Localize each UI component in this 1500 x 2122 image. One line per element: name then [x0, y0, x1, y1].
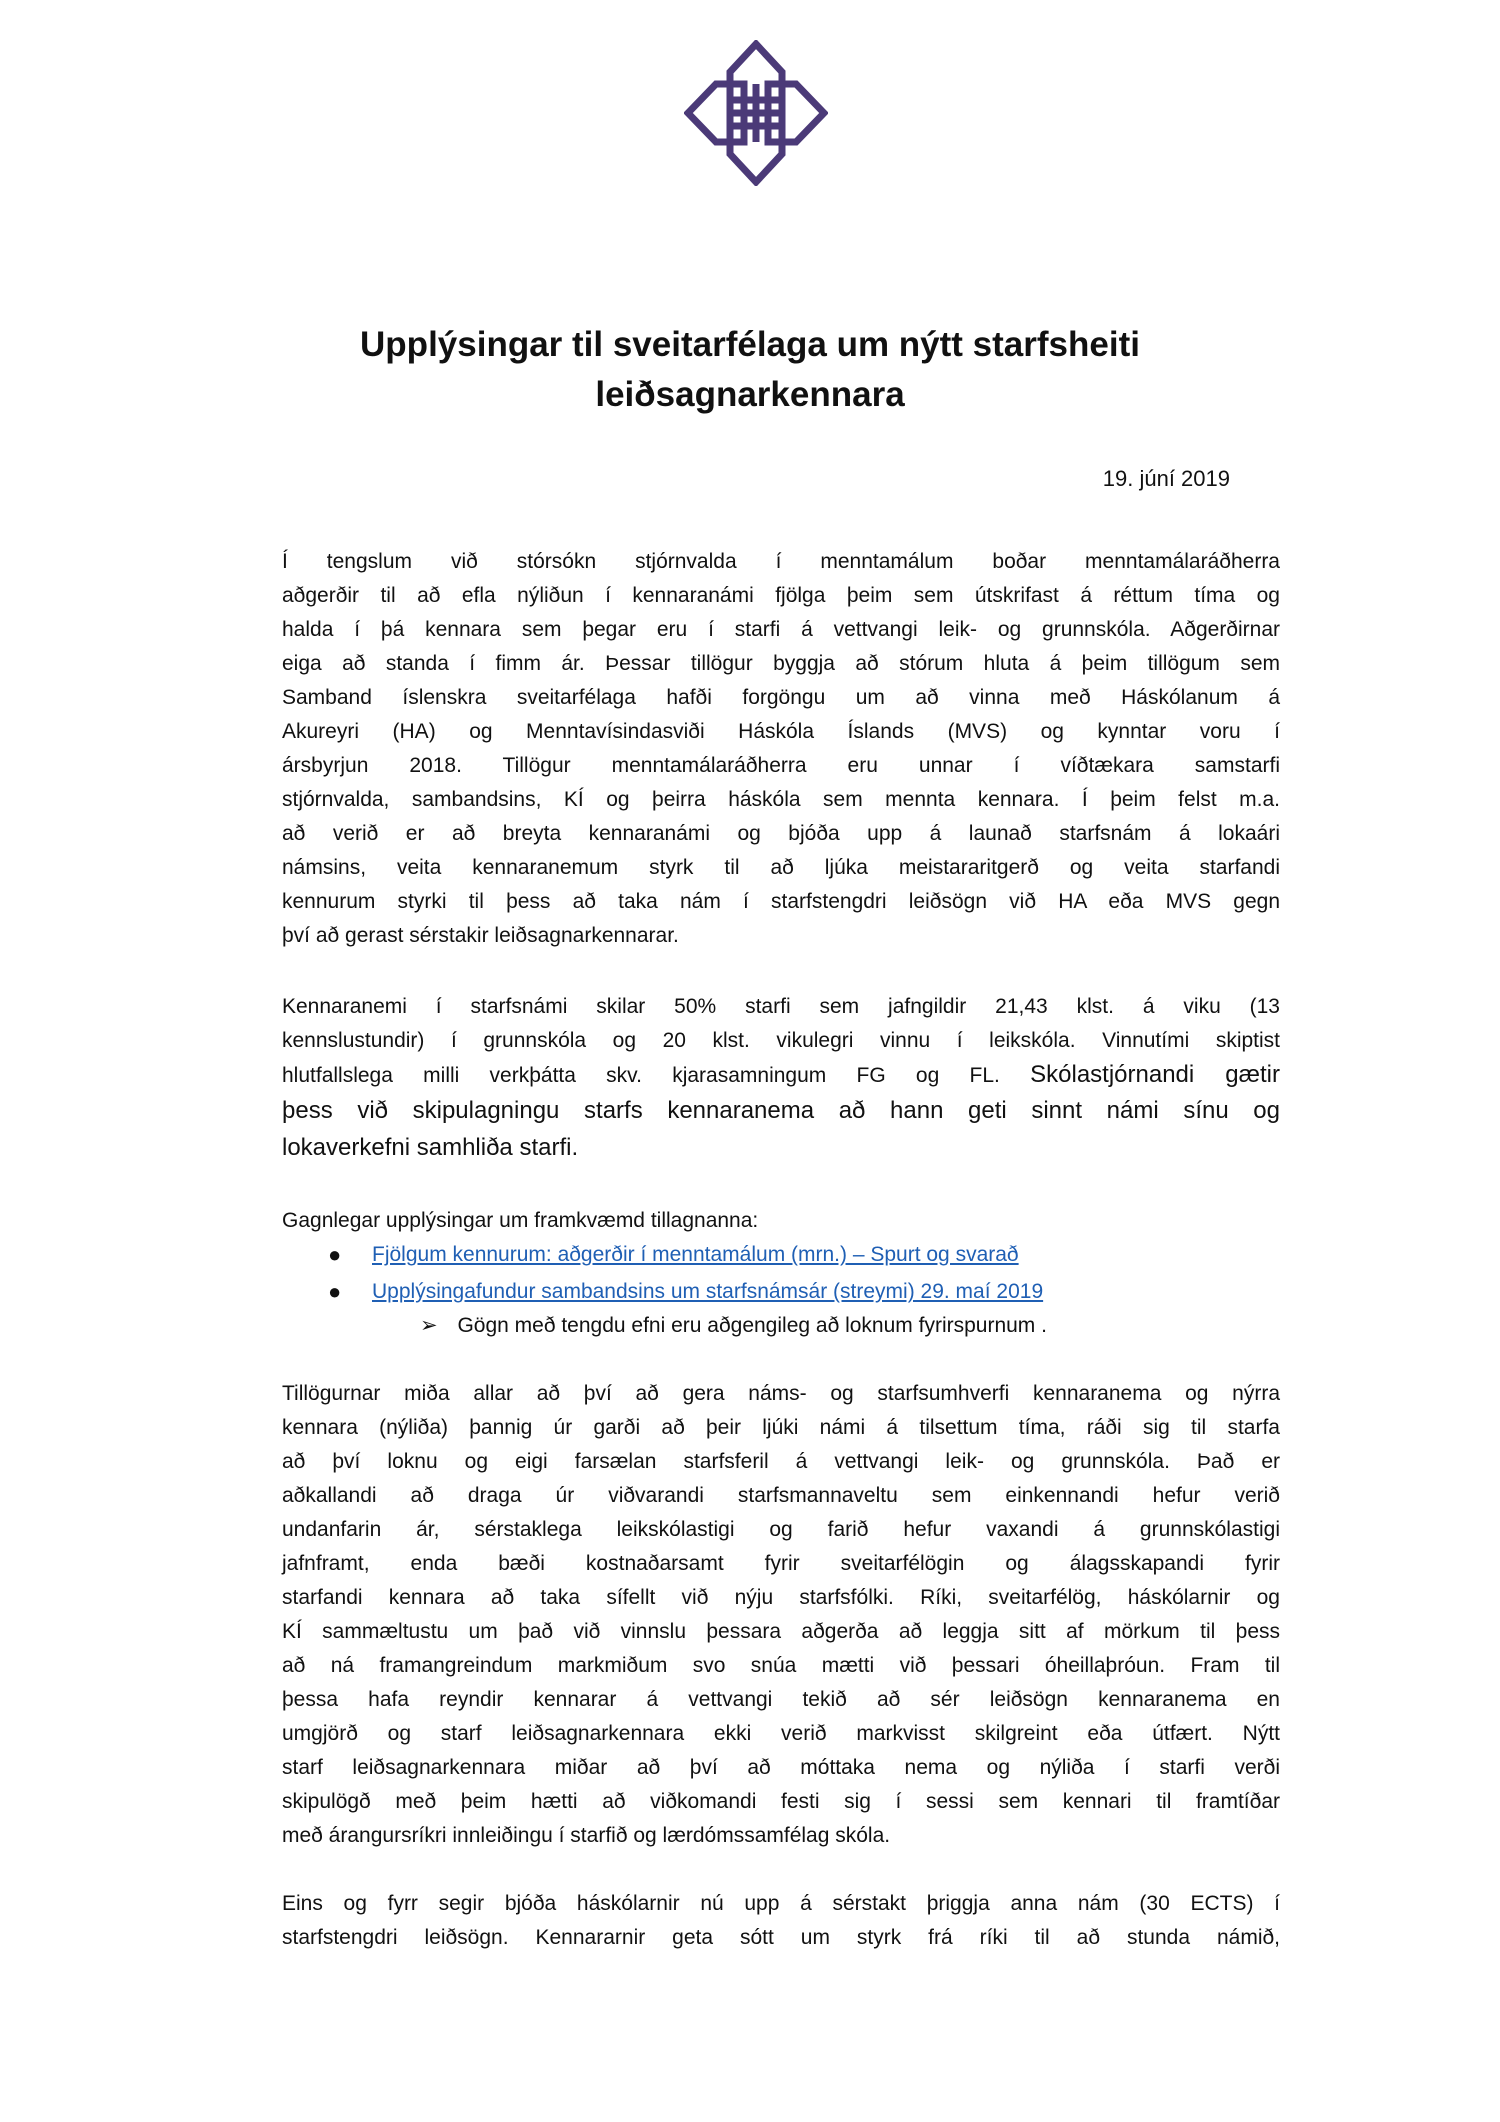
text-line: að ná framangreindum markmiðum svo snúa mætti við þessari óheillaþróun. Fram til [282, 1654, 1280, 1677]
title-line: leiðsagnarkennara [595, 375, 905, 414]
text-line: með árangursríkri innleiðingu í starfið og lærdómssamfélag skóla. [282, 1824, 891, 1847]
sub-bullet-item [420, 1309, 1047, 1343]
paragraph-3 [282, 1377, 1280, 1853]
logo-knot-icon [684, 40, 828, 186]
text-line: jafnframt, enda bæði kostnaðarsamt fyrir sveitarfélögin og álagsskapandi fyrir [282, 1552, 1280, 1575]
text-span: hlutfallslega milli verkþátta skv. kjarasamningum FG og FL. [282, 1064, 1031, 1087]
link-spurt-og-svarad[interactable]: Fjölgum kennurum: aðgerðir í menntamálum (mrn.) – Spurt og svarað [372, 1243, 1019, 1266]
document-title [0, 320, 1500, 420]
arrow-bullet-icon: ➢ [420, 1314, 438, 1337]
document-date: 19. júní 2019 [1102, 466, 1230, 491]
paragraph-2 [282, 990, 1280, 1166]
text-line: eiga að standa í fimm ár. Þessar tillögur byggja að stórum hluta á þeim tillögum sem [282, 652, 1280, 675]
text-line: Akureyri (HA) og Menntavísindasviði Háskóla Íslands (MVS) og kynntar voru í [282, 720, 1280, 743]
text-line: starfandi kennara að taka sífellt við nýju starfsfólki. Ríki, sveitarfélög, háskólarnir og [282, 1586, 1280, 1609]
text-line: kennslustundir) í grunnskóla og 20 klst. vikulegri vinnu í leikskóla. Vinnutími skiptist [282, 1029, 1280, 1052]
text-line: halda í þá kennara sem þegar eru í starfi á vettvangi leik- og grunnskóla. Aðgerðirnar [282, 618, 1280, 641]
text-line: að verið er að breyta kennaranámi og bjóða upp á launað starfsnám á lokaári [282, 822, 1280, 845]
text-line: Samband íslenskra sveitarfélaga hafði forgöngu um að vinna með Háskólanum á [282, 686, 1280, 709]
paragraph-4 [282, 1887, 1280, 1955]
text-line: aðkallandi að draga úr viðvarandi starfsmannaveltu sem einkennandi hefur verið [282, 1484, 1280, 1507]
text-line: Tillögurnar miða allar að því að gera náms- og starfsumhverfi kennaranema og nýrra [282, 1382, 1280, 1405]
text-line: Í tengslum við stórsókn stjórnvalda í menntamálum boðar menntamálaráðherra [282, 550, 1280, 573]
sub-bullet-text: Gögn með tengdu efni eru aðgengileg að loknum fyrirspurnum . [457, 1314, 1047, 1337]
text-line: þess við skipulagningu starfs kennaranema að hann geti sinnt námi sínu og [282, 1097, 1280, 1124]
text-line: starf leiðsagnarkennara miðar að því að móttaka nema og nýliða í starfi verði [282, 1756, 1280, 1779]
paragraph-1 [282, 545, 1280, 953]
link-item [282, 1238, 1282, 1272]
text-line: því að gerast sérstakir leiðsagnarkennarar. [282, 924, 679, 947]
bullet-icon: ● [328, 1279, 342, 1304]
text-line: Eins og fyrr segir bjóða háskólarnir nú upp á sérstakt þriggja anna nám (30 ECTS) í [282, 1892, 1280, 1915]
link-upplysingafundur[interactable]: Upplýsingafundur sambandsins um starfsnámsár (streymi) 29. maí 2019 [372, 1280, 1044, 1303]
text-line: skipulögð með þeim hætti að viðkomandi festi sig í sessi sem kennari til framtíðar [282, 1790, 1280, 1813]
text-line: stjórnvalda, sambandsins, KÍ og þeirra háskóla sem mennta kennara. Í þeim felst m.a. [282, 788, 1280, 811]
links-intro: Gagnlegar upplýsingar um framkvæmd tillagnanna: [282, 1209, 759, 1232]
text-line: Kennaranemi í starfsnámi skilar 50% starfi sem jafngildir 21,43 klst. á viku (13 [282, 995, 1280, 1018]
bullet-icon: ● [328, 1242, 342, 1267]
link-item [282, 1275, 1282, 1309]
text-line: kennurum styrki til þess að taka nám í starfstengdri leiðsögn við HA eða MVS gegn [282, 890, 1280, 913]
text-line [282, 1058, 1280, 1092]
text-line: kennara (nýliða) þannig úr garði að þeir ljúki námi á tilsettum tíma, ráði sig til starfa [282, 1416, 1280, 1439]
text-line: lokaverkefni samhliða starfi. [282, 1134, 579, 1161]
text-line: undanfarin ár, sérstaklega leikskólastigi og farið hefur vaxandi á grunnskólastigi [282, 1518, 1280, 1541]
text-line: ársbyrjun 2018. Tillögur menntamálaráðherra eru unnar í víðtækara samstarfi [282, 754, 1280, 777]
text-line: aðgerðir til að efla nýliðun í kennaranámi fjölga þeim sem útskrifast á réttum tíma og [282, 584, 1280, 607]
text-span-large: Skólastjórnandi gætir [1030, 1061, 1280, 1088]
text-line: að því loknu og eigi farsælan starfsferil á vettvangi leik- og grunnskóla. Það er [282, 1450, 1280, 1473]
text-line: námsins, veita kennaranemum styrk til að ljúka meistararitgerð og veita starfandi [282, 856, 1280, 879]
text-line: starfstengdri leiðsögn. Kennararnir geta sótt um styrk frá ríki til að stunda námið, [282, 1926, 1280, 1949]
text-line: umgjörð og starf leiðsagnarkennara ekki verið markvisst skilgreint eða útfært. Nýtt [282, 1722, 1280, 1745]
text-line: þessa hafa reyndir kennarar á vettvangi tekið að sér leiðsögn kennaranema en [282, 1688, 1280, 1711]
title-line: Upplýsingar til sveitarfélaga um nýtt starfsheiti [360, 325, 1140, 364]
text-line: KÍ sammæltustu um það við vinnslu þessara aðgerða að leggja sitt af mörkum til þess [282, 1620, 1280, 1643]
